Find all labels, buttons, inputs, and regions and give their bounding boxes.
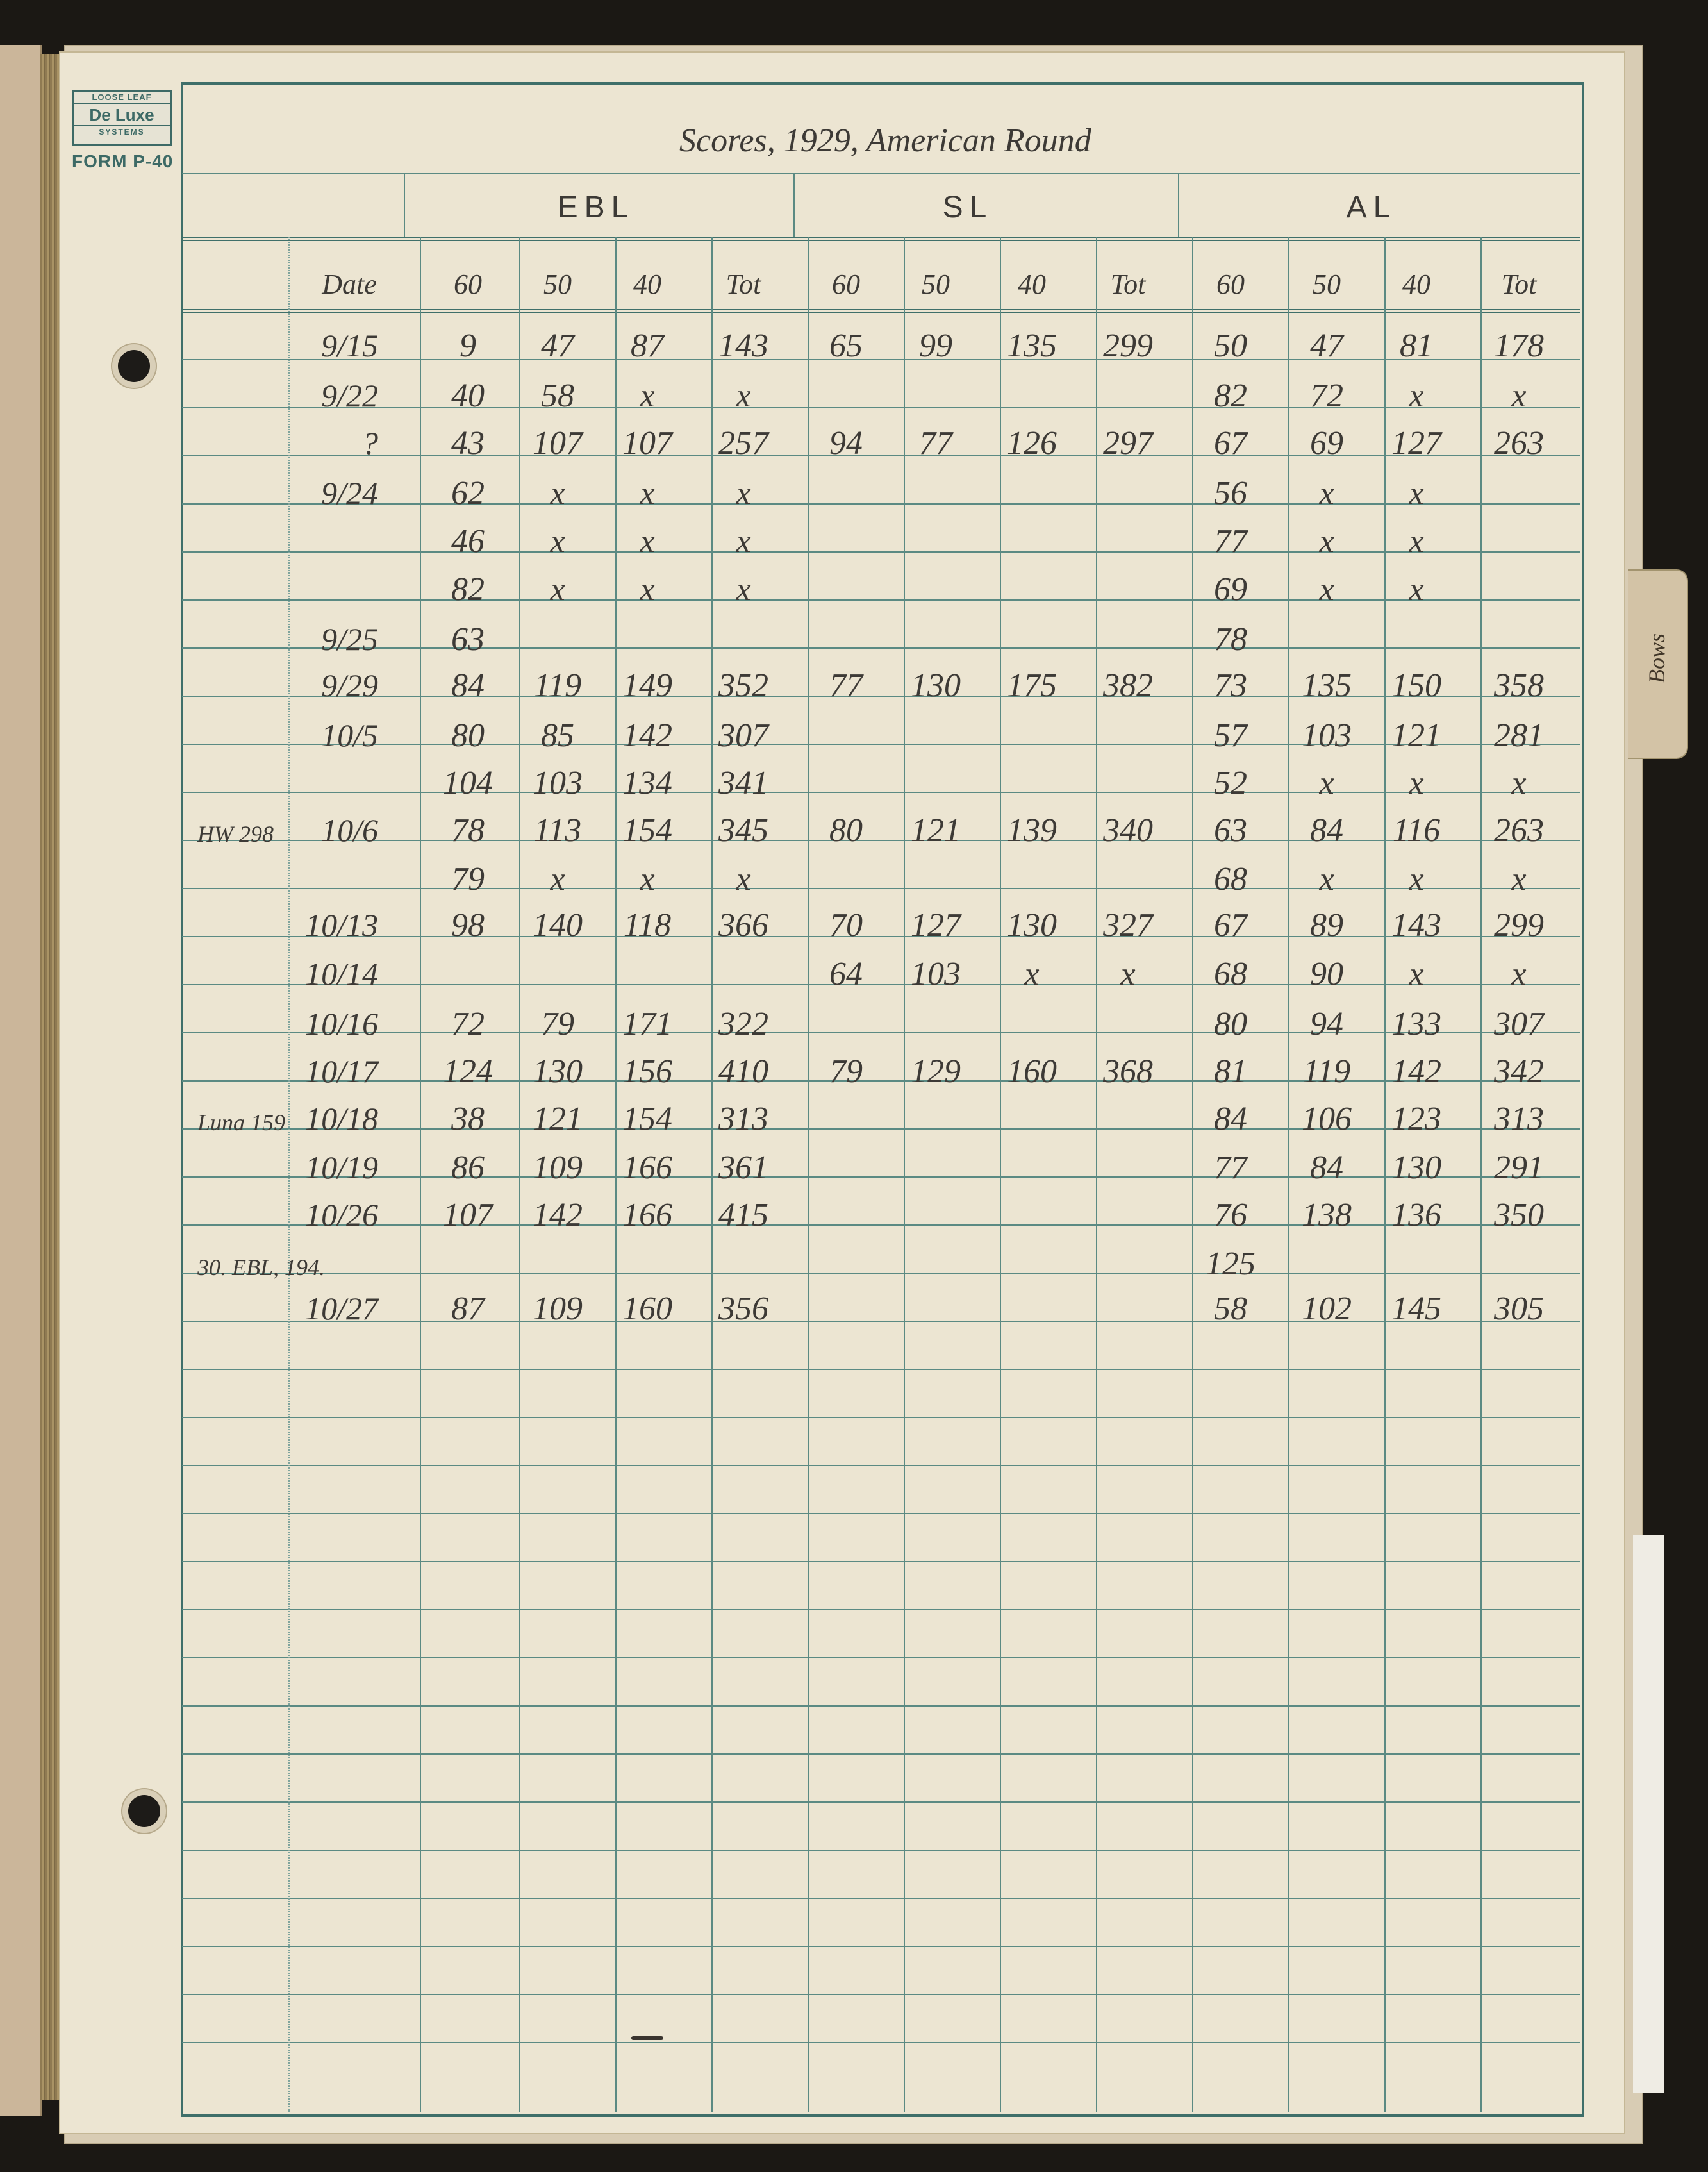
form-number: FORM P-40 — [72, 151, 174, 171]
column-header: 60 — [832, 269, 860, 300]
column-rule — [404, 173, 405, 237]
score-cell: x — [550, 523, 565, 560]
score-cell: 80 — [451, 717, 485, 754]
score-cell: 79 — [451, 861, 485, 898]
score-cell: 136 — [1391, 1197, 1441, 1233]
score-cell: 124 — [443, 1053, 493, 1090]
score-cell: 171 — [622, 1006, 672, 1042]
column-rule — [1384, 237, 1386, 2112]
score-cell: 109 — [533, 1291, 583, 1327]
score-cell: x — [1319, 861, 1334, 898]
score-cell: 82 — [451, 571, 485, 608]
score-cell: 47 — [541, 328, 574, 364]
rule-line — [182, 840, 1580, 841]
score-cell: 125 — [1206, 1246, 1256, 1282]
score-cell: 77 — [829, 667, 863, 704]
score-cell: x — [1511, 765, 1527, 801]
score-cell: 72 — [1310, 378, 1343, 414]
row-date: ? — [362, 425, 378, 461]
rule-line — [182, 1513, 1580, 1514]
score-cell: x — [1409, 765, 1424, 801]
score-cell: 382 — [1103, 667, 1153, 704]
score-cell: 342 — [1494, 1053, 1544, 1090]
row-date: 10/14 — [305, 956, 378, 992]
column-header: Tot — [1501, 269, 1537, 300]
score-cell: 156 — [622, 1053, 672, 1090]
score-cell: 84 — [1310, 1149, 1343, 1186]
score-cell: 130 — [1391, 1149, 1441, 1186]
score-cell: 327 — [1103, 907, 1153, 944]
rule-line — [182, 792, 1580, 793]
column-rule — [1178, 173, 1179, 237]
logo-top-text: LOOSE LEAF — [92, 92, 152, 102]
rule-line — [182, 1609, 1580, 1610]
score-cell: 99 — [919, 328, 952, 364]
score-cell: 50 — [1214, 328, 1247, 364]
binder-board — [0, 45, 42, 2116]
rule-line — [182, 647, 1580, 649]
score-cell: x — [1319, 523, 1334, 560]
score-cell: 107 — [622, 425, 672, 462]
column-rule — [288, 237, 290, 2112]
row-date: 10/19 — [305, 1149, 378, 1185]
rule-line — [182, 1898, 1580, 1899]
rule-line — [182, 1417, 1580, 1418]
column-header: 60 — [1216, 269, 1245, 300]
row-date: 10/27 — [305, 1291, 378, 1326]
logo-brand-text: De Luxe — [74, 103, 170, 126]
column-header: Tot — [1110, 269, 1146, 300]
score-cell: 368 — [1103, 1053, 1153, 1090]
score-cell: 134 — [622, 765, 672, 801]
score-cell: 81 — [1400, 328, 1433, 364]
row-date: 10/16 — [305, 1006, 378, 1042]
score-cell: 78 — [451, 812, 485, 849]
score-cell: 65 — [829, 328, 863, 364]
score-cell: 46 — [451, 523, 485, 560]
rule-line — [182, 173, 1580, 174]
row-date: 10/18 — [305, 1101, 378, 1137]
score-cell: 350 — [1494, 1197, 1544, 1233]
score-cell: 281 — [1494, 717, 1544, 754]
score-cell: 70 — [829, 907, 863, 944]
rule-line — [182, 1032, 1580, 1033]
score-cell: 79 — [541, 1006, 574, 1042]
column-rule — [793, 173, 795, 237]
score-cell: 98 — [451, 907, 485, 944]
score-cell: 139 — [1007, 812, 1057, 849]
score-cell: x — [1409, 378, 1424, 414]
score-cell: 297 — [1103, 425, 1153, 462]
score-cell: 305 — [1494, 1291, 1544, 1327]
score-cell: 58 — [1214, 1291, 1247, 1327]
score-cell: x — [736, 861, 751, 898]
score-cell: 129 — [911, 1053, 961, 1090]
score-cell: 291 — [1494, 1149, 1544, 1186]
row-note: 30. EBL, 194. — [197, 1255, 326, 1280]
score-cell: 87 — [631, 328, 664, 364]
rule-line — [182, 1224, 1580, 1226]
score-cell: 62 — [451, 475, 485, 512]
column-header: 50 — [1313, 269, 1341, 300]
score-cell: 415 — [718, 1197, 768, 1233]
score-cell: 130 — [911, 667, 961, 704]
score-cell: 107 — [443, 1197, 493, 1233]
score-cell: 72 — [451, 1006, 485, 1042]
score-cell: 80 — [1214, 1006, 1247, 1042]
rule-line — [182, 1128, 1580, 1130]
score-cell: 361 — [718, 1149, 768, 1186]
score-cell: 127 — [1391, 425, 1441, 462]
column-rule — [1096, 237, 1097, 2112]
rule-line — [182, 455, 1580, 456]
row-date: 10/26 — [305, 1197, 378, 1233]
score-cell: 140 — [533, 907, 583, 944]
rule-line — [182, 696, 1580, 697]
row-date: 9/25 — [321, 621, 378, 657]
page-title: Scores, 1929, American Round — [679, 122, 1091, 159]
row-date: 9/29 — [321, 667, 378, 703]
brand-logo — [72, 90, 172, 146]
score-cell: 135 — [1302, 667, 1352, 704]
rule-line — [182, 888, 1580, 889]
column-rule — [1480, 237, 1482, 2112]
score-cell: 104 — [443, 765, 493, 801]
rule-line — [182, 1994, 1580, 1995]
score-cell: 150 — [1391, 667, 1441, 704]
rule-line — [182, 309, 1580, 313]
score-cell: 81 — [1214, 1053, 1247, 1090]
score-cell: 67 — [1214, 907, 1247, 944]
score-cell: 118 — [623, 907, 672, 944]
punch-hole — [118, 350, 150, 382]
score-cell: 352 — [718, 667, 768, 704]
score-cell: 78 — [1214, 621, 1247, 658]
score-cell: 263 — [1494, 812, 1544, 849]
logo-bottom-text: SYSTEMS — [99, 128, 145, 137]
group-header-sl: SL — [942, 190, 993, 224]
score-cell: 341 — [718, 765, 768, 801]
score-grid — [181, 82, 1584, 2117]
score-cell: 68 — [1214, 956, 1247, 992]
column-rule — [519, 237, 520, 2112]
score-cell: 154 — [622, 1101, 672, 1137]
score-cell: 166 — [622, 1149, 672, 1186]
score-cell: 73 — [1214, 667, 1247, 704]
rule-line — [182, 744, 1580, 745]
column-header: 50 — [922, 269, 950, 300]
score-cell: x — [1409, 475, 1424, 512]
score-cell: 67 — [1214, 425, 1247, 462]
score-cell: 89 — [1310, 907, 1343, 944]
score-cell: 63 — [1214, 812, 1247, 849]
score-cell: 142 — [1391, 1053, 1441, 1090]
score-cell: 87 — [451, 1291, 485, 1327]
rule-line — [182, 1321, 1580, 1322]
score-cell: 130 — [533, 1053, 583, 1090]
index-tab[interactable] — [1628, 569, 1688, 759]
score-cell: 116 — [1392, 812, 1441, 849]
score-cell: x — [550, 571, 565, 608]
column-rule — [615, 237, 617, 2112]
row-date: 9/22 — [321, 378, 378, 414]
score-cell: 142 — [622, 717, 672, 754]
score-cell: 77 — [1214, 523, 1247, 560]
score-cell: 94 — [1310, 1006, 1343, 1042]
rule-line — [182, 1176, 1580, 1178]
score-cell: 77 — [1214, 1149, 1247, 1186]
rule-line — [182, 2042, 1580, 2043]
column-header: 40 — [1018, 269, 1046, 300]
score-cell: x — [1024, 956, 1040, 992]
score-cell: x — [1511, 956, 1527, 992]
rule-line — [182, 1080, 1580, 1082]
score-cell: 313 — [718, 1101, 768, 1137]
rule-line — [182, 503, 1580, 505]
score-cell: x — [736, 378, 751, 414]
rule-line — [182, 1657, 1580, 1658]
score-cell: 103 — [533, 765, 583, 801]
rule-line — [182, 984, 1580, 985]
score-cell: x — [640, 523, 655, 560]
rule-line — [182, 1946, 1580, 1947]
score-cell: 126 — [1007, 425, 1057, 462]
column-header: 50 — [543, 269, 572, 300]
score-cell: 107 — [533, 425, 583, 462]
score-cell: 160 — [1007, 1053, 1057, 1090]
score-cell: 149 — [622, 667, 672, 704]
score-cell: x — [1511, 861, 1527, 898]
score-cell: 79 — [829, 1053, 863, 1090]
score-cell: 340 — [1103, 812, 1153, 849]
score-cell: 56 — [1214, 475, 1247, 512]
score-cell: x — [1409, 956, 1424, 992]
score-cell: 76 — [1214, 1197, 1247, 1233]
score-cell: 57 — [1214, 717, 1247, 754]
score-cell: 69 — [1214, 571, 1247, 608]
score-cell: x — [736, 571, 751, 608]
score-cell: 121 — [1391, 717, 1441, 754]
tab-label: Bows — [1644, 633, 1670, 684]
score-cell: 299 — [1103, 328, 1153, 364]
score-cell: 106 — [1302, 1101, 1352, 1137]
column-rule — [1000, 237, 1001, 2112]
score-cell: x — [1319, 475, 1334, 512]
rule-line — [182, 1801, 1580, 1803]
score-cell: 82 — [1214, 378, 1247, 414]
rule-line — [182, 599, 1580, 601]
score-cell: 58 — [541, 378, 574, 414]
score-cell: 77 — [919, 425, 952, 462]
rule-line — [182, 1705, 1580, 1707]
score-cell: x — [1319, 765, 1334, 801]
rule-line — [182, 936, 1580, 937]
rule-line — [182, 237, 1580, 241]
score-cell: 263 — [1494, 425, 1544, 462]
score-cell: 103 — [911, 956, 961, 992]
rule-line — [182, 407, 1580, 408]
score-cell: 90 — [1310, 956, 1343, 992]
score-cell: 307 — [718, 717, 768, 754]
score-cell: 80 — [829, 812, 863, 849]
rule-line — [182, 1273, 1580, 1274]
score-cell: x — [1409, 861, 1424, 898]
column-rule — [808, 237, 809, 2112]
score-cell: 103 — [1302, 717, 1352, 754]
score-cell: x — [550, 475, 565, 512]
score-cell: 135 — [1007, 328, 1057, 364]
score-cell: x — [736, 523, 751, 560]
row-date: 9/15 — [321, 328, 378, 363]
score-cell: 63 — [451, 621, 485, 658]
row-note: Luna 159 — [197, 1110, 286, 1135]
score-cell: 322 — [718, 1006, 768, 1042]
score-cell: 119 — [1302, 1053, 1351, 1090]
column-header: Tot — [725, 269, 761, 300]
score-cell: 345 — [718, 812, 768, 849]
date-header: Date — [322, 269, 377, 300]
score-cell: 69 — [1310, 425, 1343, 462]
score-cell: 257 — [718, 425, 768, 462]
paper-slip — [1633, 1535, 1664, 2093]
score-cell: 178 — [1494, 328, 1544, 364]
score-cell: x — [736, 475, 751, 512]
score-cell: 123 — [1391, 1101, 1441, 1137]
row-date: 9/24 — [321, 475, 378, 511]
score-cell: 68 — [1214, 861, 1247, 898]
score-cell: 38 — [451, 1101, 485, 1137]
column-rule — [1288, 237, 1289, 2112]
column-header: 60 — [454, 269, 482, 300]
score-cell: 40 — [451, 378, 485, 414]
score-cell: 307 — [1494, 1006, 1544, 1042]
score-cell: 313 — [1494, 1101, 1544, 1137]
score-cell: 84 — [1214, 1101, 1247, 1137]
pen-mark — [631, 2036, 663, 2040]
score-cell: 410 — [718, 1053, 768, 1090]
score-cell: 47 — [1310, 328, 1343, 364]
group-header-al: AL — [1346, 190, 1397, 224]
score-cell: 356 — [718, 1291, 768, 1327]
rule-line — [182, 1465, 1580, 1466]
score-cell: x — [1511, 378, 1527, 414]
score-cell: 299 — [1494, 907, 1544, 944]
score-cell: x — [1409, 571, 1424, 608]
rule-line — [182, 1369, 1580, 1370]
column-rule — [711, 237, 713, 2112]
row-date: 10/5 — [321, 717, 378, 753]
score-cell: 85 — [541, 717, 574, 754]
score-cell: 109 — [533, 1149, 583, 1186]
score-cell: 43 — [451, 425, 485, 462]
score-cell: 113 — [533, 812, 582, 849]
score-cell: 121 — [533, 1101, 583, 1137]
row-date: 10/13 — [305, 907, 378, 943]
score-cell: x — [640, 378, 655, 414]
rule-line — [182, 1561, 1580, 1562]
column-rule — [420, 237, 421, 2112]
score-cell: 145 — [1391, 1291, 1441, 1327]
score-cell: 160 — [622, 1291, 672, 1327]
score-cell: 154 — [622, 812, 672, 849]
score-cell: 94 — [829, 425, 863, 462]
score-cell: 138 — [1302, 1197, 1352, 1233]
score-cell: 143 — [718, 328, 768, 364]
score-cell: x — [640, 571, 655, 608]
score-cell: x — [550, 861, 565, 898]
rule-line — [182, 1753, 1580, 1755]
score-cell: 119 — [533, 667, 582, 704]
column-rule — [904, 237, 905, 2112]
score-cell: 9 — [460, 328, 476, 364]
score-cell: 127 — [911, 907, 961, 944]
row-note: HW 298 — [197, 821, 274, 847]
score-cell: 175 — [1007, 667, 1057, 704]
column-rule — [1192, 237, 1193, 2112]
score-cell: x — [1120, 956, 1136, 992]
group-header-ebl: EBL — [557, 190, 635, 224]
rule-line — [182, 551, 1580, 553]
rule-line — [182, 1850, 1580, 1851]
score-cell: 358 — [1494, 667, 1544, 704]
score-cell: 133 — [1391, 1006, 1441, 1042]
score-cell: 84 — [1310, 812, 1343, 849]
score-cell: 64 — [829, 956, 863, 992]
score-cell: 166 — [622, 1197, 672, 1233]
score-cell: 130 — [1007, 907, 1057, 944]
score-cell: x — [1409, 523, 1424, 560]
score-cell: 84 — [451, 667, 485, 704]
score-cell: 121 — [911, 812, 961, 849]
score-cell: 142 — [533, 1197, 583, 1233]
score-cell: 366 — [718, 907, 768, 944]
column-header: 40 — [633, 269, 661, 300]
punch-hole — [128, 1795, 160, 1827]
score-cell: 102 — [1302, 1291, 1352, 1327]
score-cell: 86 — [451, 1149, 485, 1186]
column-header: 40 — [1402, 269, 1430, 300]
score-cell: 52 — [1214, 765, 1247, 801]
score-cell: x — [640, 475, 655, 512]
score-cell: 143 — [1391, 907, 1441, 944]
row-date: 10/17 — [305, 1053, 378, 1089]
row-date: 10/6 — [321, 812, 378, 848]
rule-line — [182, 359, 1580, 360]
score-cell: x — [640, 861, 655, 898]
score-cell: x — [1319, 571, 1334, 608]
